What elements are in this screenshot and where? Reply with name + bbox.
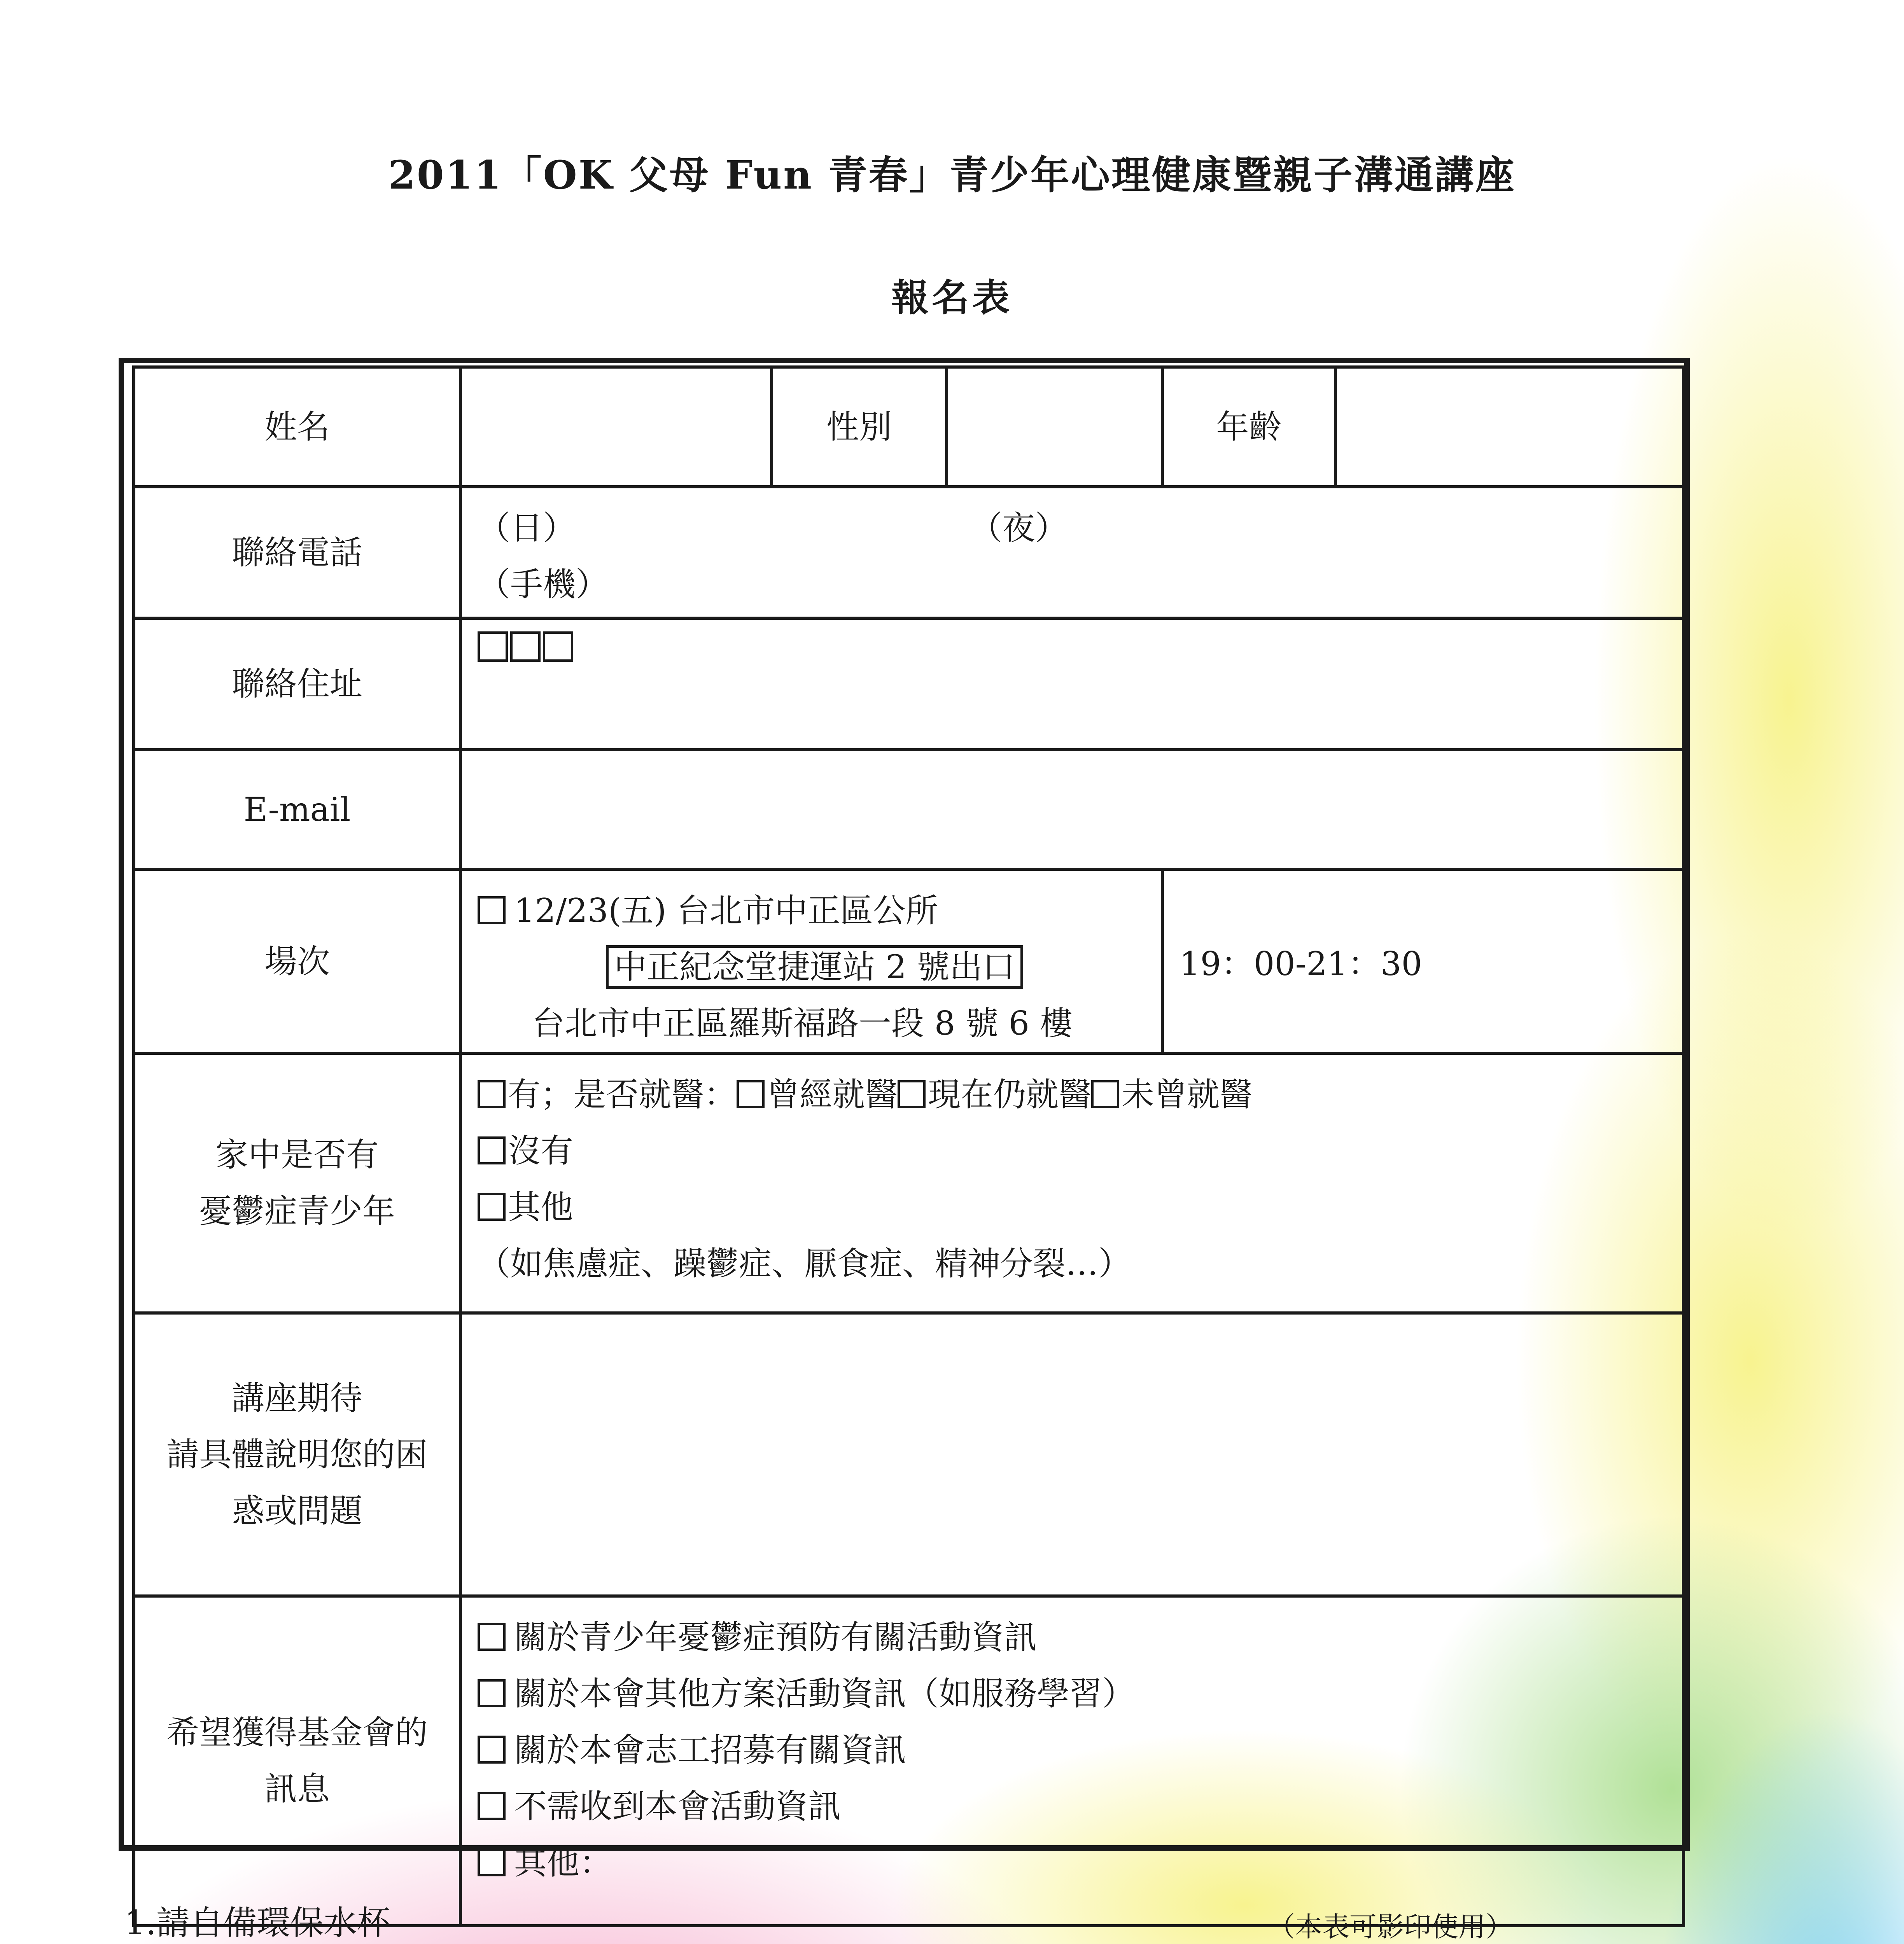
info-options: [460, 1596, 1684, 1926]
page-title: 2011「OK 父母 Fun 青春」青少年心理健康暨親子溝通講座: [388, 152, 1516, 198]
expectation-label-line-2: 請具體說明您的困: [166, 1435, 428, 1474]
session-date: 12/23(五) 台北市中正區公所: [514, 892, 938, 930]
info-option-label: 關於本會其他方案活動資訊（如服務學習）: [514, 1675, 1135, 1713]
depression-label-line-1: 家中是否有: [215, 1136, 379, 1174]
dep-yes-label: 有；是否就醫：: [508, 1075, 737, 1114]
phone-mobile: （手機）: [478, 565, 609, 603]
dep-never-label: 未曾就醫: [1122, 1075, 1253, 1114]
row-session: [134, 869, 1684, 1053]
dep-no-label: 沒有: [508, 1132, 574, 1170]
dep-ever-label: 曾經就醫: [767, 1075, 898, 1114]
info-option-label: 不需收到本會活動資訊: [514, 1787, 841, 1825]
phone-label: 聯絡電話: [134, 487, 460, 618]
dep-now-label: 現在仍就醫: [928, 1075, 1092, 1114]
depression-label: [134, 1053, 460, 1313]
notes-list: [124, 1897, 1337, 1944]
zip-box-3[interactable]: [543, 631, 573, 662]
depression-options: [460, 1053, 1684, 1313]
row-address: [134, 618, 1684, 750]
note-1: 1.請自備環保水杯: [124, 1904, 391, 1942]
info-option-label: 其他：: [514, 1844, 612, 1882]
row-expectation: [134, 1313, 1684, 1596]
expectation-label-line-1: 講座期待: [231, 1379, 362, 1417]
registration-form: [132, 365, 1682, 1882]
expectation-label: [134, 1313, 460, 1596]
zip-box-2[interactable]: [510, 631, 541, 662]
info-option-checkbox[interactable]: [478, 1679, 506, 1707]
session-label: 場次: [134, 869, 460, 1053]
phone-field[interactable]: [460, 487, 1684, 618]
session-details: [460, 869, 1162, 1053]
email-label: E-mail: [134, 750, 460, 869]
expectation-label-line-3: 惑或問題: [231, 1491, 362, 1530]
zip-box-1[interactable]: [478, 631, 508, 662]
dep-no-checkbox[interactable]: [478, 1136, 506, 1164]
row-email: [134, 750, 1684, 869]
row-depression: [134, 1053, 1684, 1313]
address-label: 聯絡住址: [134, 618, 460, 750]
dep-ever-checkbox[interactable]: [737, 1080, 765, 1108]
depression-label-line-2: 憂鬱症青少年: [199, 1192, 395, 1230]
dep-yes-checkbox[interactable]: [478, 1080, 506, 1108]
form-subtitle: 報名表: [891, 276, 1013, 320]
dep-never-checkbox[interactable]: [1091, 1080, 1119, 1108]
info-option-checkbox[interactable]: [478, 1792, 506, 1820]
info-option-label: 關於青少年憂鬱症預防有關活動資訊: [514, 1618, 1037, 1656]
name-field[interactable]: [460, 367, 772, 487]
email-field[interactable]: [460, 750, 1684, 869]
session-address: 台北市中正區羅斯福路一段 8 號 6 樓: [532, 1004, 1073, 1042]
age-label: 年齡: [1162, 367, 1335, 487]
phone-day: （日）: [478, 509, 576, 547]
gender-label: 性別: [772, 367, 947, 487]
age-field[interactable]: [1335, 367, 1684, 487]
info-label: [134, 1596, 460, 1926]
row-phone: [134, 487, 1684, 618]
info-option-label: 關於本會志工招募有關資訊: [514, 1731, 906, 1769]
info-label-line-1: 希望獲得基金會的: [166, 1713, 428, 1752]
phone-night: （夜）: [970, 509, 1068, 547]
address-field[interactable]: [460, 618, 1684, 750]
session-station: 中正紀念堂捷運站 2 號出口: [606, 945, 1023, 989]
session-time: 19：00-21：30: [1162, 869, 1684, 1053]
info-option-checkbox[interactable]: [478, 1848, 506, 1876]
info-option-checkbox[interactable]: [478, 1623, 506, 1651]
session-checkbox[interactable]: [478, 896, 506, 924]
dep-other-checkbox[interactable]: [478, 1193, 506, 1221]
copy-note: （本表可影印使用）: [1268, 1911, 1513, 1943]
dep-other-label: 其他: [508, 1188, 574, 1226]
dep-now-checkbox[interactable]: [898, 1080, 926, 1108]
row-info: [134, 1596, 1684, 1926]
dep-examples: （如焦慮症、躁鬱症、厭食症、精神分裂…）: [478, 1245, 1131, 1283]
name-label: 姓名: [134, 367, 460, 487]
expectation-field[interactable]: [460, 1313, 1684, 1596]
gender-field[interactable]: [947, 367, 1162, 487]
info-option-checkbox[interactable]: [478, 1736, 506, 1764]
registration-table: [132, 365, 1685, 1927]
info-label-line-2: 訊息: [264, 1770, 330, 1808]
row-name: [134, 367, 1684, 487]
